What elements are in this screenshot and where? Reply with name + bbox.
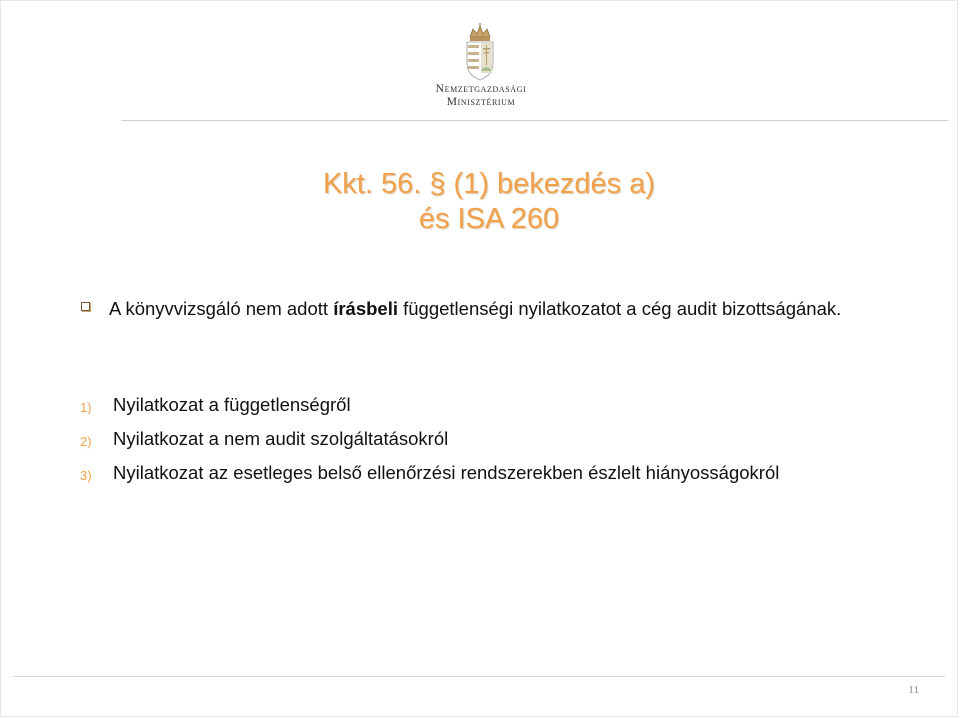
page-number: 11: [908, 684, 919, 696]
bullet-text-after: függetlenségi nyilatkozatot a cég audit bizottságának.: [397, 298, 842, 319]
ministry-logo-text: [421, 83, 541, 109]
list-number: 1): [80, 400, 92, 415]
slide-title: [1, 167, 960, 237]
logo-line-2: Minisztérium: [446, 96, 516, 108]
list-number: 3): [80, 468, 92, 483]
list-item-text: Nyilatkozat a nem audit szolgáltatásokról: [113, 428, 449, 449]
square-bullet-icon: [81, 302, 90, 311]
list-item: [80, 461, 900, 485]
list-item-text: Nyilatkozat a függetlenségről: [113, 394, 351, 415]
footer-divider: [13, 676, 945, 677]
list-item: [80, 393, 900, 417]
header-divider: [121, 120, 948, 121]
list-item: [80, 427, 900, 451]
list-number: 2): [80, 434, 92, 449]
list-item-text: Nyilatkozat az esetleges belső ellenőrzési rendszerekben észlelt hiányosságokról: [113, 462, 780, 483]
title-line-2: és ISA 260: [418, 203, 560, 235]
bullet-item: [81, 297, 881, 321]
hungarian-coat-of-arms-icon: [459, 23, 501, 81]
numbered-list: [80, 393, 900, 485]
logo-line-1: Nemzetgazdasági: [435, 83, 527, 95]
bullet-text-before: A könyvvizsgáló nem adott: [109, 298, 334, 319]
bullet-text-bold: írásbeli: [333, 298, 398, 319]
title-line-1: Kkt. 56. § (1) bekezdés a): [322, 168, 656, 200]
bullet-text: [109, 297, 881, 321]
